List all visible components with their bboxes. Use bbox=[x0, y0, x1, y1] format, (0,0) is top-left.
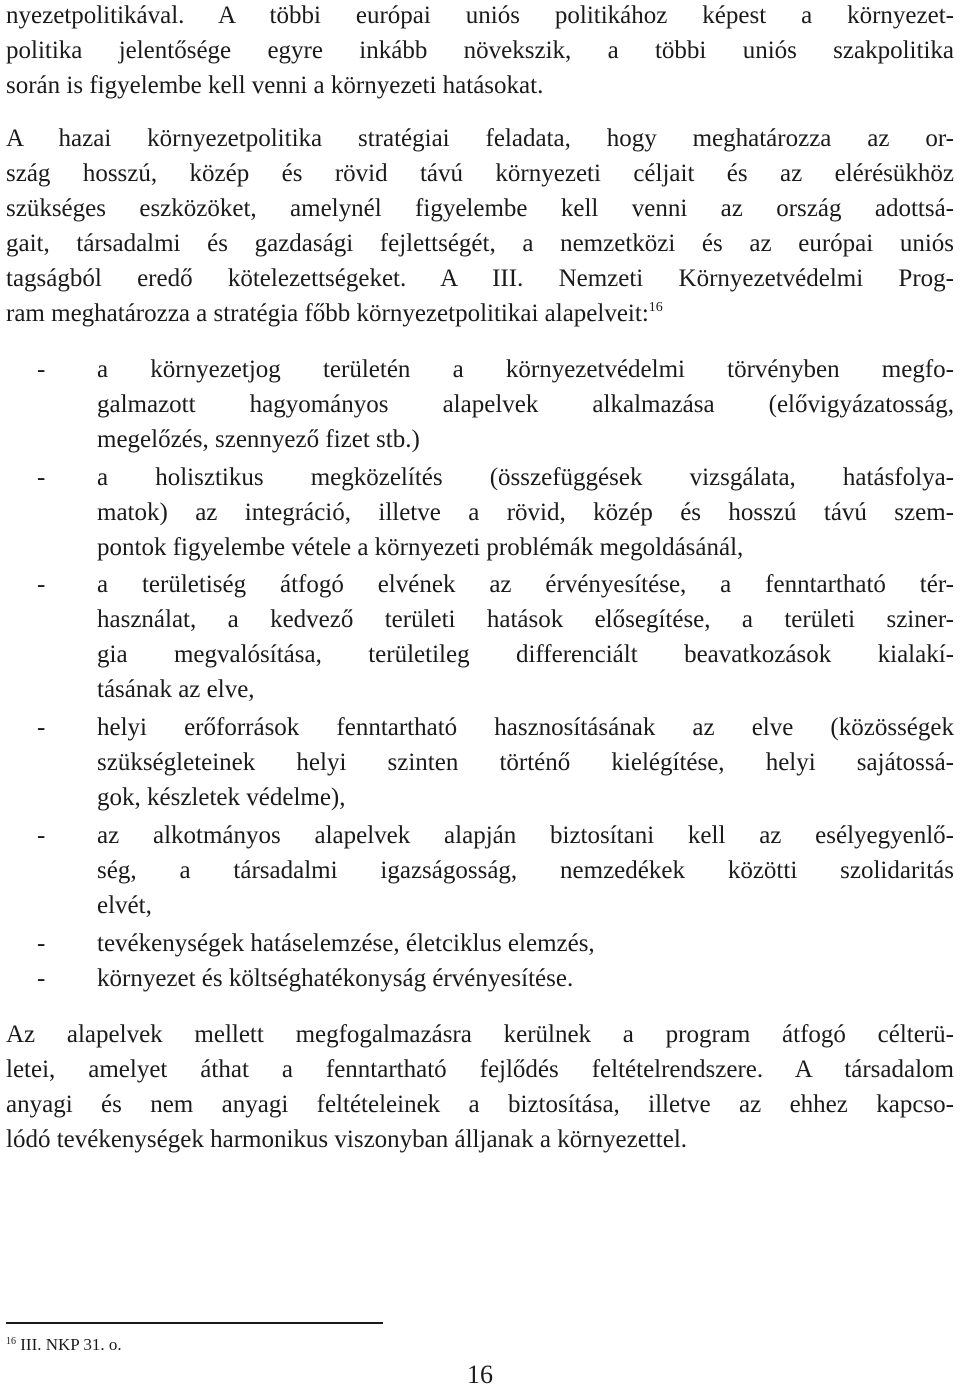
list-marker: - bbox=[37, 571, 46, 598]
text-line: nyezetpolitikával. A többi európai uniós politikához képest a környezet- bbox=[6, 2, 954, 29]
list-item-line: szükségleteinek helyi szinten történő kielégítése, helyi sajátossá- bbox=[97, 749, 954, 776]
text-line: tagságból eredő kötelezettségeket. A III. Nemzeti Környezetvédelmi Prog- bbox=[6, 265, 954, 292]
text-line: gait, társadalmi és gazdasági fejlettségét, a nemzetközi és az európai uniós bbox=[6, 230, 954, 257]
list-item-line: megelőzés, szennyező fizet stb.) bbox=[97, 426, 420, 453]
list-item-line: elvét, bbox=[97, 892, 152, 919]
list-marker: - bbox=[37, 822, 46, 849]
list-item-line: helyi erőforrások fenntartható hasznosításának az elve (közösségek bbox=[97, 714, 954, 741]
footnote-text: III. NKP 31. o. bbox=[20, 1335, 122, 1354]
list-item-line: a holisztikus megközelítés (összefüggések vizsgálata, hatásfolya- bbox=[97, 464, 954, 491]
list-marker: - bbox=[37, 930, 46, 957]
list-marker: - bbox=[37, 356, 46, 383]
footnote-divider bbox=[6, 1322, 383, 1324]
text-line: ram meghatározza a stratégia főbb környezetpolitikai alapelveit:$^{16}$ bbox=[6, 300, 663, 327]
text-line: lódó tevékenységek harmonikus viszonyban álljanak a környezettel. bbox=[6, 1126, 688, 1153]
footnote-reference: 16 bbox=[648, 300, 663, 315]
list-item-line: az alkotmányos alapelvek alapján biztosítani kell az esélyegyenlő- bbox=[97, 822, 954, 849]
list-item-line: galmazott hagyományos alapelvek alkalmazása (elővigyázatosság, bbox=[97, 391, 954, 418]
list-item-line: a területiség átfogó elvének az érvényesítése, a fenntartható tér- bbox=[97, 571, 954, 598]
text-line: letei, amelyet áthat a fenntartható fejlődés feltételrendszere. A társadalom bbox=[6, 1056, 954, 1083]
list-item-line: gok, készletek védelme), bbox=[97, 784, 346, 811]
list-marker: - bbox=[37, 714, 46, 741]
list-item-line: gia megvalósítása, területileg differenciált beavatkozások kialakí- bbox=[97, 641, 954, 668]
text-line: A hazai környezetpolitika stratégiai feladata, hogy meghatározza az or- bbox=[6, 125, 954, 152]
list-item-line: matok) az integráció, illetve a rövid, közép és hosszú távú szem- bbox=[97, 499, 954, 526]
list-marker: - bbox=[37, 965, 46, 992]
list-item-line: használat, a kedvező területi hatások elősegítése, a területi sziner- bbox=[97, 606, 954, 633]
list-marker: - bbox=[37, 464, 46, 491]
list-item-line: környezet és költséghatékonyság érvényesítése. bbox=[97, 965, 574, 992]
page-number: 16 bbox=[467, 1360, 493, 1389]
list-item-line: pontok figyelembe vétele a környezeti problémák megoldásánál, bbox=[97, 534, 744, 561]
text-line: politika jelentősége egyre inkább növekszik, a többi uniós szakpolitika bbox=[6, 37, 954, 64]
footnote bbox=[6, 1334, 122, 1356]
text-line: Az alapelvek mellett megfogalmazásra kerülnek a program átfogó célterü- bbox=[6, 1021, 954, 1048]
text-line: szükséges eszközöket, amelynél figyelembe kell venni az ország adottsá- bbox=[6, 195, 954, 222]
list-item-line: tásának az elve, bbox=[97, 676, 255, 703]
text-line: során is figyelembe kell venni a környezeti hatásokat. bbox=[6, 72, 544, 99]
list-item-line: ség, a társadalmi igazságosság, nemzedékek közötti szolidaritás bbox=[97, 857, 954, 884]
list-item-line: a környezetjog területén a környezetvédelmi törvényben megfo- bbox=[97, 356, 954, 383]
footnote-number: 16 bbox=[6, 1336, 16, 1347]
list-item-line: tevékenységek hatáselemzése, életciklus elemzés, bbox=[97, 930, 595, 957]
text-line: szág hosszú, közép és rövid távú környezeti céljait és az elérésükhöz bbox=[6, 160, 954, 187]
text-line: anyagi és nem anyagi feltételeinek a biztosítása, illetve az ehhez kapcso- bbox=[6, 1091, 954, 1118]
